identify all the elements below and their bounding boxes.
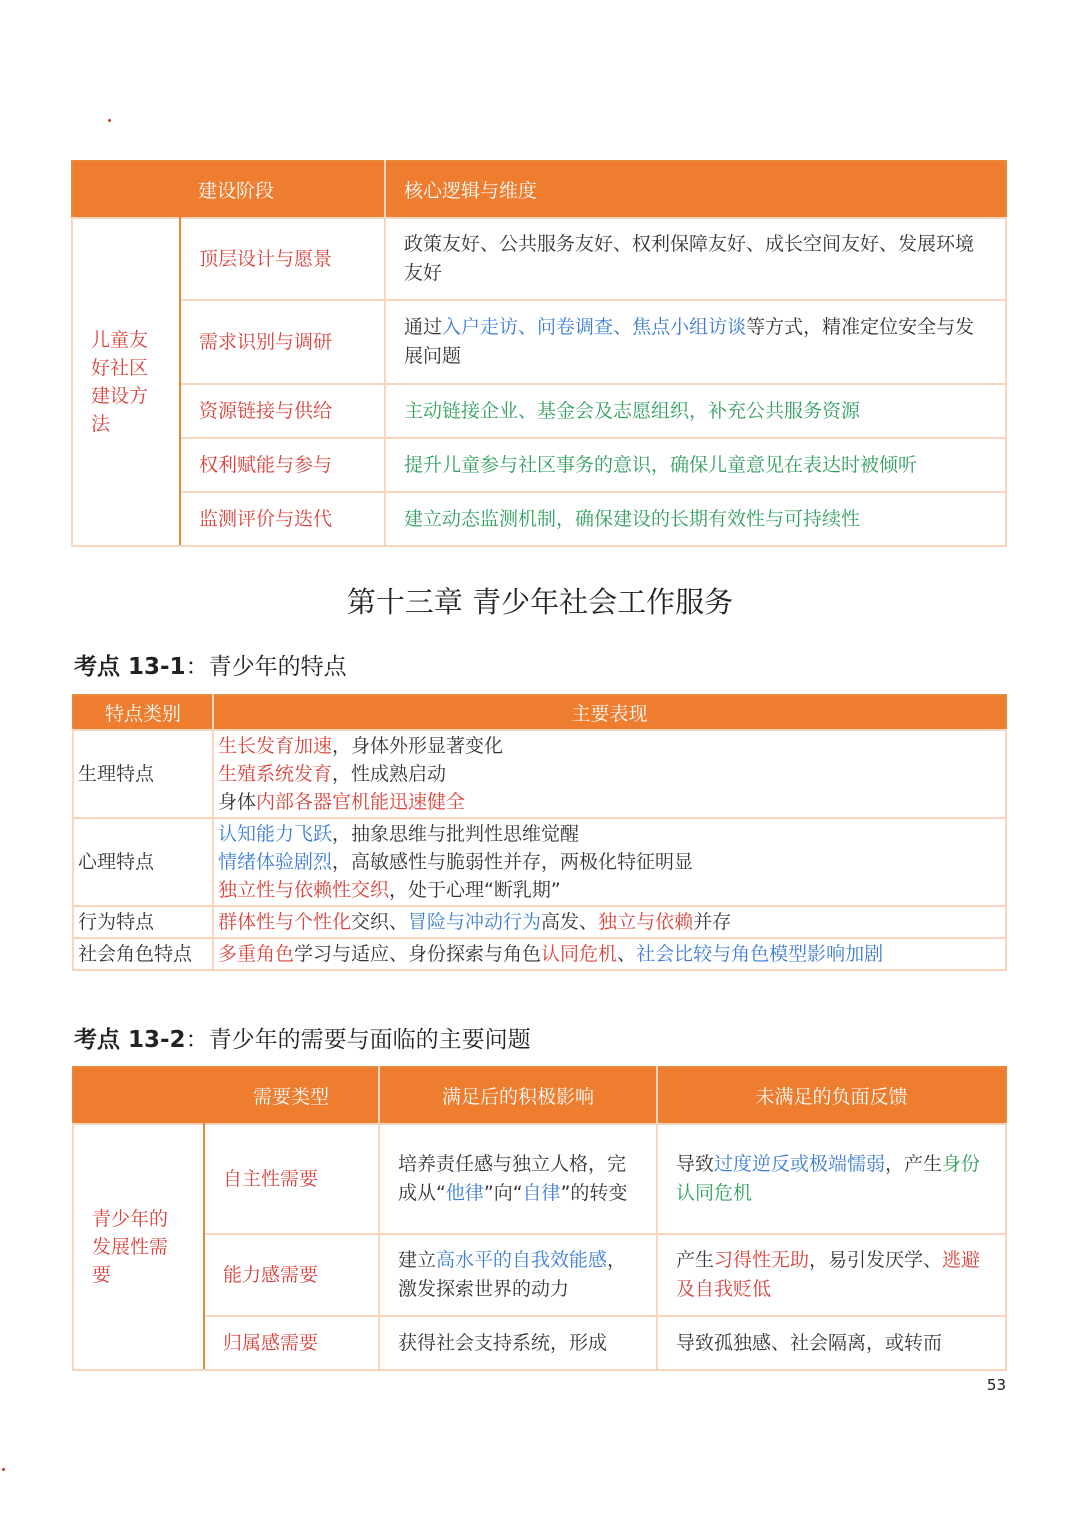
description-cell: [213, 938, 1006, 970]
header-cell: 建设阶段: [180, 161, 385, 218]
highlight-text: 生殖系统发育: [218, 763, 333, 785]
text: 、: [613, 316, 633, 338]
header-cell: 需要类型: [204, 1067, 379, 1124]
highlight-text: 情绪体验剧烈: [218, 851, 333, 873]
description-line: [218, 848, 1001, 876]
text: 交织、: [351, 911, 409, 933]
text: 学习与适应、身份探索与角色: [294, 943, 542, 965]
table-row: [73, 1124, 1006, 1234]
header-cell: 核心逻辑与维度: [385, 161, 1006, 218]
highlight-text: 身份认同危机: [676, 1153, 981, 1204]
category-cell: 社会角色特点: [73, 938, 213, 970]
highlight-text: 习得性无助: [714, 1249, 810, 1271]
highlight-text: 独立性与依赖性交织: [218, 879, 390, 901]
header-cell: [72, 161, 180, 218]
positive-cell: [379, 1124, 657, 1234]
group-label: 儿童友好社区建设方法: [72, 218, 180, 546]
text: 培养责任感与独立人格，完成从“: [398, 1153, 627, 1204]
text: 建立: [398, 1249, 437, 1271]
text: 、: [518, 316, 538, 338]
logic-cell: 建立动态监测机制，确保建设的长期有效性与可持续性: [385, 492, 1006, 546]
table-row: [73, 730, 1006, 818]
section-label: 考点 13-1: [74, 654, 186, 680]
header-cell: 特点类别: [73, 695, 213, 730]
text: 产生: [676, 1249, 715, 1271]
youth-needs-table: [72, 1066, 1007, 1371]
description-line: [218, 788, 1001, 816]
section-separator: ：: [185, 1027, 209, 1053]
table-header-row: [73, 1067, 1006, 1124]
section-heading: [74, 648, 347, 681]
description-cell: [213, 906, 1006, 938]
positive-cell: 获得社会支持系统，形成: [379, 1316, 657, 1370]
header-cell: 主要表现: [213, 695, 1006, 730]
need-type-cell: 归属感需要: [204, 1316, 379, 1370]
highlight-text: 问卷调查: [537, 316, 614, 338]
logic-cell: 主动链接企业、基金会及志愿组织，补充公共服务资源: [385, 384, 1006, 438]
highlight-text: 过度逆反或极端懦弱: [714, 1153, 886, 1175]
section-heading: [74, 1021, 531, 1054]
table-row: [73, 906, 1006, 938]
negative-cell: [657, 1234, 1006, 1316]
logic-cell: 政策友好、公共服务友好、权利保障友好、成长空间友好、发展环境友好: [385, 218, 1006, 300]
description-cell: [213, 730, 1006, 818]
highlight-text: 内部各器官机能迅速健全: [256, 791, 466, 813]
section-title: 青少年的特点: [208, 654, 347, 680]
table-row: [73, 938, 1006, 970]
need-type-cell: 自主性需要: [204, 1124, 379, 1234]
stage-cell: 权利赋能与参与: [180, 438, 385, 492]
text: 、: [617, 943, 637, 965]
table-row: [72, 218, 1006, 300]
table-row: [72, 492, 1006, 546]
category-cell: 行为特点: [73, 906, 213, 938]
highlight-text: 独立与依赖: [598, 911, 694, 933]
need-type-cell: 能力感需要: [204, 1234, 379, 1316]
text: 并存: [693, 911, 732, 933]
category-cell: 生理特点: [73, 730, 213, 818]
community-building-table: [71, 160, 1007, 547]
header-cell: 未满足的负面反馈: [657, 1067, 1006, 1124]
highlight-text: 入户走访: [442, 316, 519, 338]
page-number: 53: [986, 1376, 1006, 1394]
table-row: [72, 384, 1006, 438]
highlight-text: 他律: [445, 1182, 484, 1204]
text: 通过: [404, 316, 443, 338]
text: ，激发探索世界的动力: [398, 1249, 627, 1300]
highlight-text: 认同危机: [541, 943, 618, 965]
section-label: 考点 13-2: [74, 1027, 186, 1053]
text: ”向“: [483, 1182, 523, 1204]
highlight-text: 冒险与冲动行为: [408, 911, 542, 933]
section-separator: ：: [185, 654, 209, 680]
positive-cell: [379, 1234, 657, 1316]
text: 身体: [218, 791, 257, 813]
decorative-dot: [2, 1468, 5, 1471]
text: 导致: [676, 1153, 715, 1175]
description-line: [218, 760, 1001, 788]
text: ，抽象思维与批判性思维觉醒: [332, 823, 580, 845]
description-cell: [213, 818, 1006, 906]
text: ，高敏感性与脆弱性并存，两极化特征明显: [332, 851, 694, 873]
table-row: [73, 1316, 1006, 1370]
description-line: [218, 876, 1001, 904]
logic-cell: [385, 300, 1006, 384]
text: 高发、: [541, 911, 599, 933]
header-cell: [73, 1067, 204, 1124]
highlight-text: 生长发育加速: [218, 735, 333, 757]
negative-cell: 导致孤独感、社会隔离，或转而: [657, 1316, 1006, 1370]
group-label: 青少年的发展性需要: [73, 1124, 204, 1370]
table-row: [72, 438, 1006, 492]
text: ，处于心理“断乳期”: [389, 879, 561, 901]
highlight-text: 多重角色: [218, 943, 295, 965]
text: ，性成熟启动: [332, 763, 447, 785]
highlight-text: 群体性与个性化: [218, 911, 352, 933]
stage-cell: 资源链接与供给: [180, 384, 385, 438]
negative-cell: [657, 1124, 1006, 1234]
logic-cell: 提升儿童参与社区事务的意识，确保儿童意见在表达时被倾听: [385, 438, 1006, 492]
highlight-text: 焦点小组访谈: [632, 316, 747, 338]
table-header-row: [72, 161, 1006, 218]
description-line: [218, 820, 1001, 848]
description-line: [218, 732, 1001, 760]
stage-cell: 需求识别与调研: [180, 300, 385, 384]
youth-characteristics-table: [72, 694, 1007, 971]
stage-cell: 顶层设计与愿景: [180, 218, 385, 300]
text: 等方式，精准定位安全与发展问题: [404, 316, 975, 367]
text: ，易引发厌学、: [809, 1249, 943, 1271]
table-row: [73, 1234, 1006, 1316]
header-cell: 满足后的积极影响: [379, 1067, 657, 1124]
table-header-row: [73, 695, 1006, 730]
section-title: 青少年的需要与面临的主要问题: [208, 1027, 531, 1053]
highlight-text: 自律: [522, 1182, 561, 1204]
highlight-text: 高水平的自我效能感: [436, 1249, 608, 1271]
category-cell: 心理特点: [73, 818, 213, 906]
text: ”的转变: [560, 1182, 628, 1204]
table-row: [72, 300, 1006, 384]
highlight-text: 社会比较与角色模型影响加剧: [636, 943, 884, 965]
text: ，身体外形显著变化: [332, 735, 504, 757]
text: ，产生: [885, 1153, 943, 1175]
highlight-text: 认知能力飞跃: [218, 823, 333, 845]
decorative-dot: [108, 119, 111, 122]
stage-cell: 监测评价与迭代: [180, 492, 385, 546]
highlight-text: 逃避及自我贬低: [676, 1249, 981, 1300]
table-row: [73, 818, 1006, 906]
chapter-title: 第十三章 青少年社会工作服务: [346, 585, 734, 619]
